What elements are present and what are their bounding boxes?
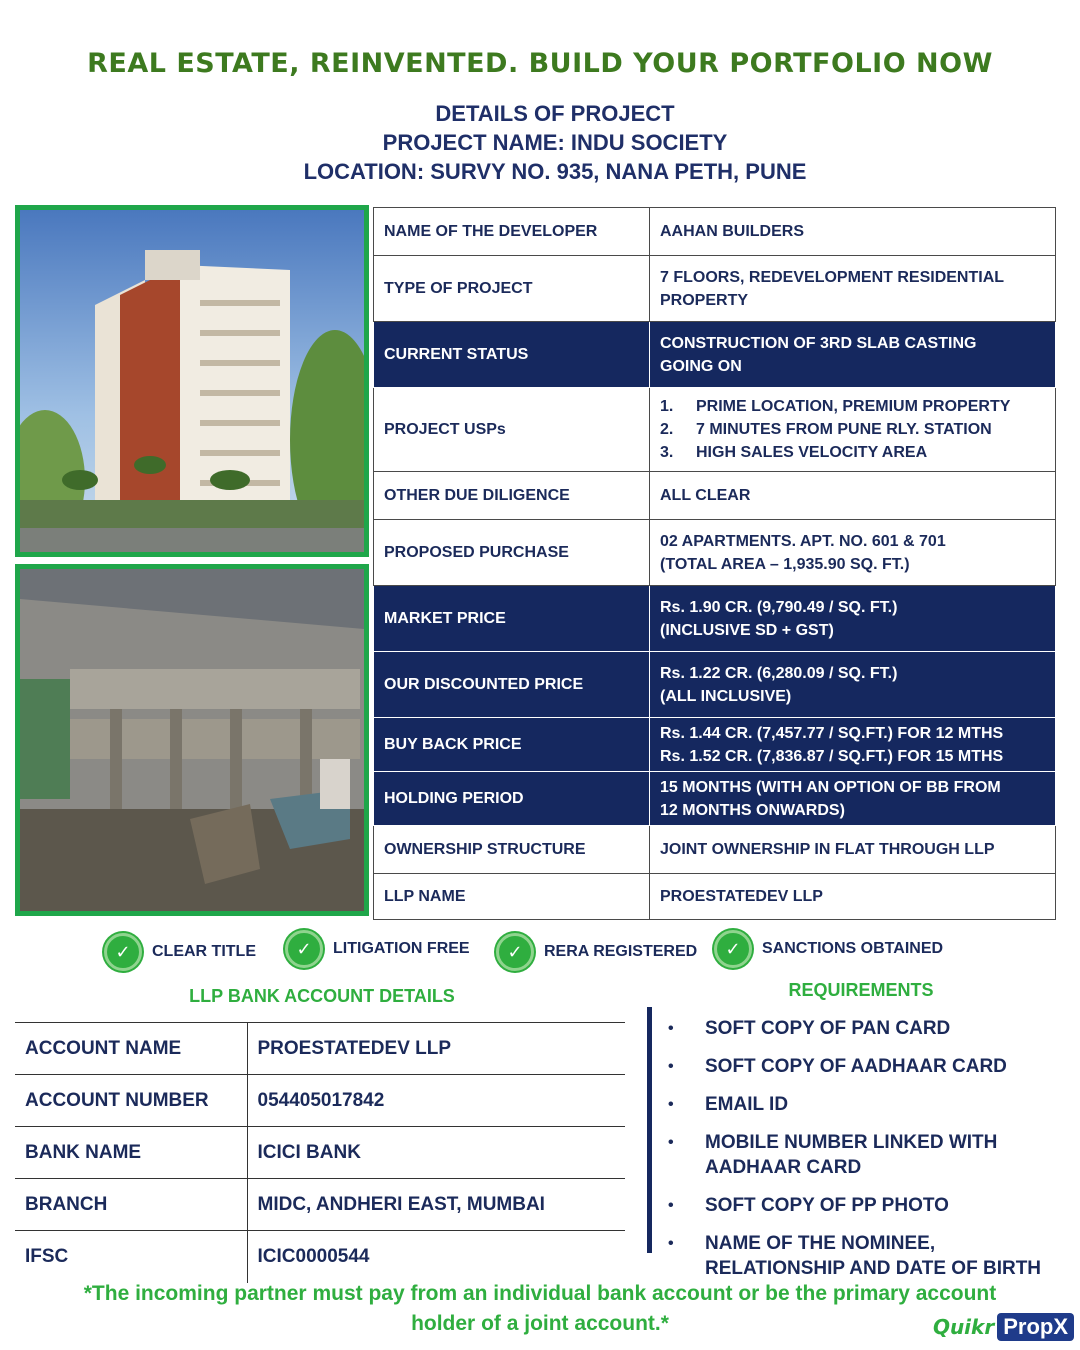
project-type-value (650, 256, 1056, 322)
usps-label: PROJECT USPs (374, 388, 650, 472)
table-row (15, 1179, 625, 1231)
holding-period-line1: 15 MONTHS (WITH AN OPTION OF BB FROM (660, 778, 1001, 796)
table-row (374, 472, 1056, 520)
usps-value (650, 388, 1056, 472)
proposed-purchase-line1: 02 APARTMENTS. APT. NO. 601 & 701 (660, 532, 946, 550)
table-row (374, 256, 1056, 322)
table-row (374, 772, 1056, 826)
table-row (374, 586, 1056, 652)
quikr-propx-logo (933, 1313, 1074, 1341)
current-status-line2: GOING ON (660, 357, 742, 375)
bank-key: BANK NAME (15, 1127, 247, 1179)
bank-value: MIDC, ANDHERI EAST, MUMBAI (247, 1179, 625, 1231)
proposed-purchase-line2: (TOTAL AREA – 1,935.90 SQ. FT.) (660, 555, 910, 573)
project-location: LOCATION: SURVY NO. 935, NANA PETH, PUNE (303, 159, 807, 184)
bullet-dot-icon: • (668, 1058, 674, 1075)
badge-sanctions-obtained (714, 930, 943, 968)
footnote-line1: *The incoming partner must pay from an individual bank account or be the primary account (83, 1282, 997, 1305)
llp-name-label: LLP NAME (374, 874, 650, 920)
table-row (374, 208, 1056, 256)
footnote-line2: holder of a joint account.* (411, 1312, 669, 1335)
table-row (374, 652, 1056, 718)
list-item (668, 1092, 1068, 1117)
proposed-purchase-label: PROPOSED PURCHASE (374, 520, 650, 586)
table-row (374, 388, 1056, 472)
bank-key: ACCOUNT NAME (15, 1023, 247, 1075)
bank-key: BRANCH (15, 1179, 247, 1231)
market-price-line2: (INCLUSIVE SD + GST) (660, 621, 834, 639)
current-status-value (650, 322, 1056, 388)
project-type-label: TYPE OF PROJECT (374, 256, 650, 322)
list-item (668, 1231, 1068, 1281)
badge-litigation-free (285, 930, 470, 968)
bank-value: ICICI BANK (247, 1127, 625, 1179)
bank-key: ACCOUNT NUMBER (15, 1075, 247, 1127)
bullet-dot-icon: • (668, 1096, 674, 1113)
discounted-price-line2: (ALL INCLUSIVE) (660, 687, 792, 705)
list-item (668, 1054, 1068, 1079)
badge-clear-title (104, 933, 256, 971)
headline: REAL ESTATE, REINVENTED. BUILD YOUR PORTFOLIO NOW (87, 48, 993, 79)
check-circle-icon: ✓ (104, 933, 142, 971)
market-price-label: MARKET PRICE (374, 586, 650, 652)
bullet-dot-icon: • (668, 1020, 674, 1037)
ownership-structure-label: OWNERSHIP STRUCTURE (374, 826, 650, 874)
list-number: 1. (660, 398, 674, 415)
project-details-table (373, 207, 1056, 920)
discounted-price-label: OUR DISCOUNTED PRICE (374, 652, 650, 718)
requirement-text-line2: RELATIONSHIP AND DATE OF BIRTH (705, 1258, 1042, 1279)
buy-back-price-label: BUY BACK PRICE (374, 718, 650, 772)
logo-quikr: Quikr (932, 1315, 995, 1339)
requirement-text: NAME OF THE NOMINEE, (705, 1233, 936, 1254)
holding-period-label: HOLDING PERIOD (374, 772, 650, 826)
footnote (30, 1279, 1050, 1339)
requirement-text: SOFT COPY OF PAN CARD (705, 1018, 951, 1039)
table-row (15, 1075, 625, 1127)
badge-label: SANCTIONS OBTAINED (762, 940, 944, 957)
table-row (374, 874, 1056, 920)
requirement-text: EMAIL ID (705, 1094, 789, 1115)
bank-details-table (15, 1022, 625, 1283)
construction-site-image (15, 564, 369, 916)
developer-label: NAME OF THE DEVELOPER (374, 208, 650, 256)
project-header (0, 99, 1080, 186)
table-row (15, 1231, 625, 1283)
due-diligence-value: ALL CLEAR (650, 472, 1056, 520)
project-type-line1: 7 FLOORS, REDEVELOPMENT RESIDENTIAL (660, 268, 1005, 286)
bank-key: IFSC (15, 1231, 247, 1283)
table-row (374, 718, 1056, 772)
holding-period-line2: 12 MONTHS ONWARDS) (660, 801, 845, 819)
building-render-image (15, 205, 369, 557)
project-type-line2: PROPERTY (660, 291, 749, 309)
list-item (660, 418, 1045, 441)
requirement-text: SOFT COPY OF PP PHOTO (705, 1195, 949, 1216)
requirements-title: REQUIREMENTS (788, 980, 934, 1000)
requirement-text: SOFT COPY OF AADHAAR CARD (705, 1056, 1007, 1077)
logo-propx: PropX (997, 1313, 1074, 1341)
badge-label: RERA REGISTERED (544, 943, 698, 960)
buy-back-price-line2: Rs. 1.52 CR. (7,836.87 / SQ.FT.) FOR 15 MTHS (660, 747, 1004, 765)
table-row (374, 322, 1056, 388)
badge-label: CLEAR TITLE (152, 943, 256, 960)
bullet-dot-icon: • (668, 1134, 674, 1151)
bullet-dot-icon: • (668, 1197, 674, 1214)
current-status-line1: CONSTRUCTION OF 3RD SLAB CASTING (660, 334, 977, 352)
requirement-text: MOBILE NUMBER LINKED WITH (705, 1132, 998, 1153)
discounted-price-line1: Rs. 1.22 CR. (6,280.09 / SQ. FT.) (660, 664, 898, 682)
requirements-list (668, 1016, 1068, 1294)
list-number: 3. (660, 444, 674, 461)
bank-details-title: LLP BANK ACCOUNT DETAILS (189, 986, 455, 1006)
list-item (660, 395, 1045, 418)
project-name: PROJECT NAME: INDU SOCIETY (382, 130, 728, 155)
bank-value: ICIC0000544 (247, 1231, 625, 1283)
table-row (15, 1023, 625, 1075)
buy-back-price-value (650, 718, 1056, 772)
list-item (668, 1193, 1068, 1218)
badge-label: LITIGATION FREE (333, 940, 470, 957)
feature-badges (0, 930, 1080, 974)
list-text: PRIME LOCATION, PREMIUM PROPERTY (696, 398, 1011, 415)
list-item (660, 441, 1045, 464)
due-diligence-label: OTHER DUE DILIGENCE (374, 472, 650, 520)
proposed-purchase-value (650, 520, 1056, 586)
table-row (374, 826, 1056, 874)
list-text: HIGH SALES VELOCITY AREA (696, 444, 928, 461)
bank-value: PROESTATEDEV LLP (247, 1023, 625, 1075)
badge-rera-registered (496, 933, 697, 971)
developer-value: AAHAN BUILDERS (650, 208, 1056, 256)
list-item (668, 1016, 1068, 1041)
market-price-value (650, 586, 1056, 652)
market-price-line1: Rs. 1.90 CR. (9,790.49 / SQ. FT.) (660, 598, 898, 616)
divider (647, 1007, 652, 1253)
check-circle-icon: ✓ (285, 930, 323, 968)
buy-back-price-line1: Rs. 1.44 CR. (7,457.77 / SQ.FT.) FOR 12 MTHS (660, 724, 1004, 742)
requirement-text-line2: AADHAAR CARD (705, 1157, 862, 1178)
check-circle-icon: ✓ (496, 933, 534, 971)
ownership-structure-value: JOINT OWNERSHIP IN FLAT THROUGH LLP (650, 826, 1056, 874)
holding-period-value (650, 772, 1056, 826)
llp-name-value: PROESTATEDEV LLP (650, 874, 1056, 920)
table-row (15, 1127, 625, 1179)
list-number: 2. (660, 421, 674, 438)
table-row (374, 520, 1056, 586)
usps-list (660, 395, 1045, 464)
project-header-title: DETAILS OF PROJECT (435, 101, 675, 126)
bullet-dot-icon: • (668, 1235, 674, 1252)
current-status-label: CURRENT STATUS (374, 322, 650, 388)
bank-value: 054405017842 (247, 1075, 625, 1127)
check-circle-icon: ✓ (714, 930, 752, 968)
list-text: 7 MINUTES FROM PUNE RLY. STATION (696, 421, 992, 438)
discounted-price-value (650, 652, 1056, 718)
list-item (668, 1130, 1068, 1180)
